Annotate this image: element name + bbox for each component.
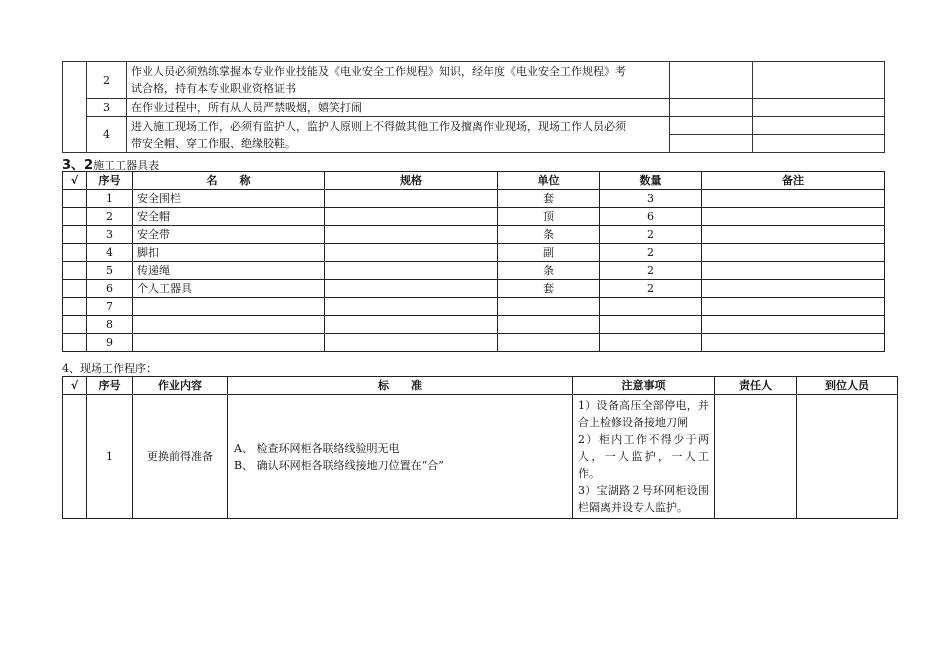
table-row	[63, 244, 885, 262]
tool-unit	[498, 334, 600, 352]
tool-remark	[702, 244, 885, 262]
req-text: 在作业过程中，所有从人员严禁吸烟，嬉笑打闹	[127, 99, 670, 117]
tool-remark	[702, 316, 885, 334]
table-row	[63, 334, 885, 352]
tool-no: 2	[87, 208, 133, 226]
tool-name: 安全带	[133, 226, 325, 244]
tool-unit: 套	[498, 190, 600, 208]
tool-name: 安全帽	[133, 208, 325, 226]
table-header-row	[63, 172, 885, 190]
table-row	[63, 280, 885, 298]
tool-qty: 3	[600, 190, 702, 208]
header-check: √	[63, 172, 87, 190]
tool-unit: 顶	[498, 208, 600, 226]
req-text	[127, 117, 670, 153]
tool-spec	[325, 262, 498, 280]
tool-spec	[325, 226, 498, 244]
step-standard	[228, 395, 573, 519]
check-cell	[63, 226, 87, 244]
header-present: 到位人员	[797, 377, 898, 395]
check-cell	[63, 280, 87, 298]
tool-qty	[600, 298, 702, 316]
tool-name: 脚扣	[133, 244, 325, 262]
header-no: 序号	[87, 172, 133, 190]
table-row	[63, 62, 885, 99]
tool-unit: 副	[498, 244, 600, 262]
header-spec: 规格	[325, 172, 498, 190]
tool-no: 1	[87, 190, 133, 208]
header-content: 作业内容	[133, 377, 228, 395]
req-no: 3	[87, 99, 127, 117]
tool-spec	[325, 190, 498, 208]
blank-cell	[753, 99, 885, 117]
tool-remark	[702, 334, 885, 352]
req-text	[127, 62, 670, 99]
tool-remark	[702, 262, 885, 280]
table-row	[63, 298, 885, 316]
tool-qty: 2	[600, 226, 702, 244]
tool-no: 9	[87, 334, 133, 352]
note-item: 2）柜内工作不得少于两人，一人监护，一人工作。	[578, 433, 709, 480]
tool-qty	[600, 316, 702, 334]
check-cell	[63, 244, 87, 262]
check-cell	[63, 334, 87, 352]
tool-remark	[702, 280, 885, 298]
procedure-table	[62, 376, 898, 519]
header-responsible: 责任人	[715, 377, 797, 395]
responsible-cell	[715, 395, 797, 519]
tool-name: 个人工器具	[133, 280, 325, 298]
blank-cell	[670, 117, 753, 135]
tool-unit: 条	[498, 262, 600, 280]
blank-cell	[753, 135, 885, 153]
check-cell	[63, 316, 87, 334]
check-cell	[63, 395, 87, 519]
tool-name	[133, 316, 325, 334]
header-check: √	[63, 377, 87, 395]
requirements-table	[62, 61, 885, 153]
step-content: 更换前得准备	[133, 395, 228, 519]
check-cell	[63, 190, 87, 208]
header-no: 序号	[87, 377, 133, 395]
tool-remark	[702, 226, 885, 244]
header-name: 名 称	[133, 172, 325, 190]
tool-name	[133, 334, 325, 352]
tool-no: 6	[87, 280, 133, 298]
standard-line: B、 确认环网柜各联络线接地刀位置在“合”	[234, 458, 444, 472]
section-number: 3、2	[62, 158, 94, 173]
table-row	[63, 208, 885, 226]
tool-unit: 套	[498, 280, 600, 298]
tool-unit	[498, 316, 600, 334]
tool-qty	[600, 334, 702, 352]
tool-name: 传递绳	[133, 262, 325, 280]
tool-spec	[325, 208, 498, 226]
check-cell	[63, 208, 87, 226]
tool-name	[133, 298, 325, 316]
tool-spec	[325, 316, 498, 334]
tool-remark	[702, 298, 885, 316]
section-title: 施工工器具表	[93, 159, 160, 172]
table-row	[63, 262, 885, 280]
step-notes	[573, 395, 715, 519]
tool-unit: 条	[498, 226, 600, 244]
tool-name: 安全围栏	[133, 190, 325, 208]
tool-qty: 2	[600, 244, 702, 262]
tool-spec	[325, 280, 498, 298]
header-unit: 单位	[498, 172, 600, 190]
table-row	[63, 117, 885, 135]
tool-no: 8	[87, 316, 133, 334]
tool-no: 5	[87, 262, 133, 280]
tools-table	[62, 171, 885, 352]
table-row	[63, 190, 885, 208]
section-title-procedure: 4、现场工作程序：	[62, 362, 157, 375]
blank-cell	[753, 62, 885, 99]
blank-cell	[670, 99, 753, 117]
req-no: 4	[87, 117, 127, 153]
req-line: 作业人员必须熟练掌握本专业作业技能及《电业安全工作规程》知识，经年度《电业安全工作规程》考	[131, 65, 626, 78]
tool-no: 7	[87, 298, 133, 316]
blank-cell	[670, 135, 753, 153]
tool-no: 4	[87, 244, 133, 262]
tool-spec	[325, 334, 498, 352]
table-row	[63, 226, 885, 244]
note-item: 1）设备高压全部停电，并合上检修设备接地刀闸	[578, 399, 709, 429]
tool-unit	[498, 298, 600, 316]
step-no: 1	[87, 395, 133, 519]
tool-remark	[702, 208, 885, 226]
header-notes: 注意事项	[573, 377, 715, 395]
note-item: 3）宝湖路２号环网柜设围栏隔离并设专人监护。	[578, 484, 709, 514]
blank-cell	[670, 62, 753, 99]
standard-line: A、 检查环网柜各联络线验明无电	[234, 441, 400, 455]
table-row	[63, 395, 898, 519]
req-line: 试合格，持有本专业职业资格证书	[131, 82, 296, 95]
tool-spec	[325, 244, 498, 262]
tool-qty: 2	[600, 262, 702, 280]
tool-remark	[702, 190, 885, 208]
header-qty: 数量	[600, 172, 702, 190]
header-standard: 标 准	[228, 377, 573, 395]
tool-qty: 2	[600, 280, 702, 298]
tool-spec	[325, 298, 498, 316]
header-remark: 备注	[702, 172, 885, 190]
req-line: 带安全帽、穿工作服、绝缘胶鞋。	[131, 136, 296, 150]
check-cell	[63, 262, 87, 280]
tool-no: 3	[87, 226, 133, 244]
req-line: 进入施工现场工作，必须有监护人，监护人原则上不得做其他工作及擅离作业现场，现场工作人员必须	[131, 119, 626, 133]
table-header-row	[63, 377, 898, 395]
tool-qty: 6	[600, 208, 702, 226]
present-cell	[797, 395, 898, 519]
table-row	[63, 316, 885, 334]
check-cell	[63, 62, 87, 153]
req-no: 2	[87, 62, 127, 99]
check-cell	[63, 298, 87, 316]
blank-cell	[753, 117, 885, 135]
table-row	[63, 99, 885, 117]
